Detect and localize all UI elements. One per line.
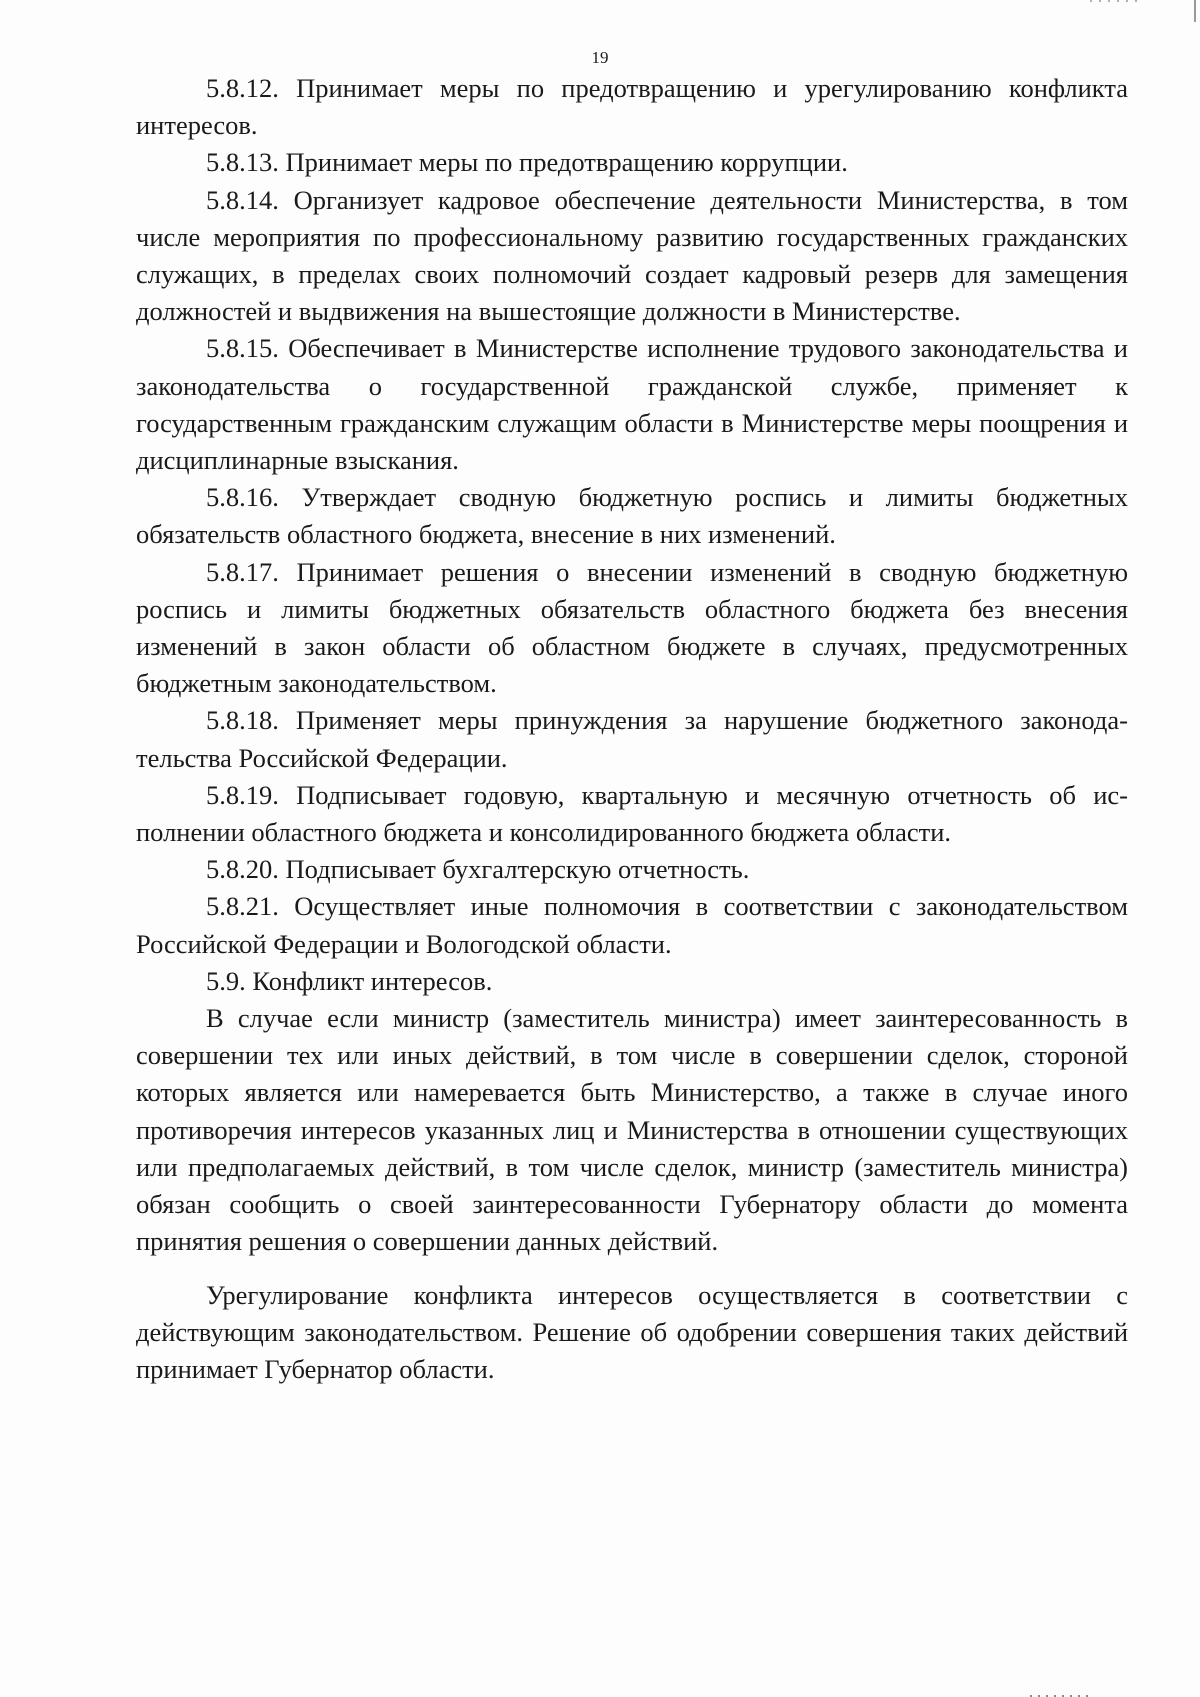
document-body — [136, 70, 1128, 1388]
scan-edge-mark-right — [1194, 0, 1196, 22]
paragraph-conflict-resolution: Урегулирование конфликта интересов осуществляется в соответствии с действующим законодательством. Решение об одобрении совершения таких действий принимает Губернатор области. — [136, 1279, 1128, 1384]
paragraph-5-8-16: 5.8.16. Утверждает сводную бюджетную роспись и лимиты бюджетных обязательств областного бюджета, внесение в них изменений. — [136, 482, 1128, 550]
section-heading-5-9: 5.9. Конфликт интересов. — [206, 965, 493, 996]
paragraph-5-8-21: 5.8.21. Осуществляет иные полномочия в соответствии с законодательством Российской Федерации и Вологодской области. — [136, 891, 1128, 959]
paragraph-5-8-17: 5.8.17. Принимает решения о внесении изменений в сводную бюджетную роспись и лимиты бюджетных обязательств областного бюджета без внесения изменений в закон области об областном бюджете в случаях, предусмотренных бюджетным законодательством. — [136, 556, 1128, 699]
paragraph-5-8-20: 5.8.20. Подписывает бухгалтерскую отчетность. — [206, 854, 750, 885]
paragraph-5-8-14: 5.8.14. Организует кадровое обеспечение деятельности Министерства, в том числе мероприятия по профессиональному развитию государственных гражданских служащих, в пределах своих полномочий создает кадровый резерв для замещения должностей и выдвижения на вышестоящие должности в Министерстве. — [136, 184, 1128, 327]
paragraph-conflict-description: В случае если министр (заместитель министра) имеет заинтересованность в совершении тех или иных действий, в том числе в совершении сделок, стороной которых является или намеревается быть Министерство, а также в случае иного противоречия интересов указанных лиц и Министерства в отношении существующих или предполагаемых действий, в том числе сделок, министр (заместитель министра) обязан сообщить о своей заинтересованности Губернатору области до момента принятия решения о совершении данных действий. — [136, 1003, 1128, 1257]
paragraph-5-8-13: 5.8.13. Принимает меры по предотвращению коррупции. — [206, 147, 848, 178]
paragraph-5-8-19: 5.8.19. Подписывает годовую, квартальную и месячную отчетность об исполнении областного бюджета и консолидированного бюджета области. — [136, 779, 1128, 848]
scan-edge-mark-top — [1090, 0, 1140, 2]
paragraph-5-8-15: 5.8.15. Обеспечивает в Министерстве исполнение трудового законодательства и законодательства о государственной гражданской службе, применяет к государственным гражданским служащим области в Министерстве меры поощрения и дисциплинарные взыскания. — [136, 333, 1128, 476]
paragraph-5-8-18: 5.8.18. Применяет меры принуждения за нарушение бюджетного законодательства Российской Федерации. — [136, 705, 1128, 773]
paragraph-5-8-12: 5.8.12. Принимает меры по предотвращению и урегулированию конфликта интересов. — [136, 73, 1128, 141]
page-number: 19 — [591, 48, 609, 67]
